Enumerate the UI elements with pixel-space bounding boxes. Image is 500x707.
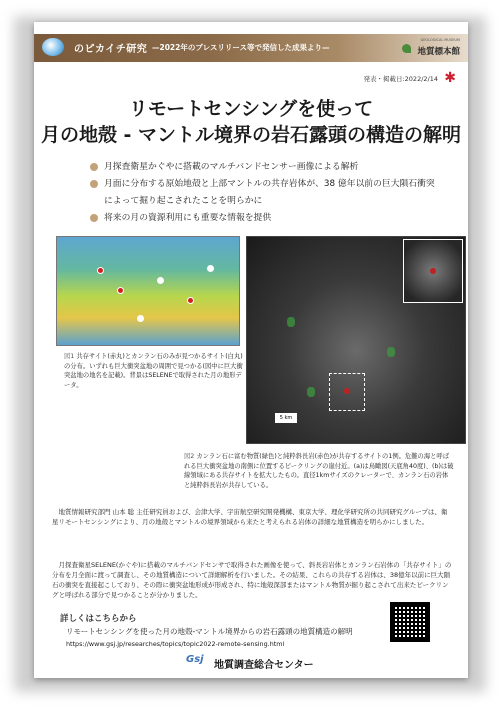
- highlight-text: 月探査衛星かぐやに搭載のマルチバンドセンサー画像による解析: [104, 162, 359, 172]
- figure2-highlight-box: [329, 373, 365, 411]
- highlight-text: 月面に分布する原始地殻と上部マントルの共存岩体が、38 億年以前の巨大隕石衝突: [104, 179, 435, 189]
- highlight-item-continued: [90, 194, 440, 209]
- anorthosite-spot: [430, 268, 436, 274]
- page-title-line1: リモートセンシングを使って: [128, 98, 374, 120]
- site-marker: [157, 277, 164, 284]
- figure2-caption: [184, 452, 454, 490]
- page-title-line2: 月の地殻 - マントル境界の岩石露頭の構造の解明: [40, 124, 462, 146]
- figure2-label: 図2: [184, 453, 195, 460]
- highlight-text: によって掘り起こされたことを明らかに: [104, 196, 263, 206]
- figure2-birdseye-image: [246, 236, 466, 444]
- series-title: のピカイチ研究: [74, 44, 148, 55]
- highlight-text: 将来の月の資源利用にも重要な情報を提供: [104, 213, 272, 223]
- figure1-caption-text: 共存サイト(赤丸)とカンラン石のみが見つかるサイト(白丸)の分布。いずれも巨大衝突盆地の周囲で見つかる(図中に巨大衝突盆地の地名を記載)。背景はSELENEで取得された月の地形データ。: [64, 353, 243, 389]
- highlights-list: [90, 160, 440, 228]
- figure2-inset: [403, 239, 463, 303]
- highlight-item: [90, 177, 440, 192]
- moon-logo-icon: [42, 38, 64, 56]
- anorthosite-spot: [344, 388, 350, 394]
- museum-logo-jp: 地質標本館: [417, 47, 460, 57]
- bullet-icon: [90, 163, 98, 171]
- body-paragraph-2: 月探査衛星SELENE(かぐや)に搭載のマルチバンドセンサで取得された画像を使って、斜長岩岩体とカンラン石岩体の「共存サイト」の分布を月全面に渡って調査し、その地質構造について詳細解析を行いました。その結果、これらの共存する岩体は、38億年以前に巨大隕石の衝突を直接起こしており、その際に衝突盆地形成が形成され、特に地殻深部またはマントル物質が掘り起こされて出来たピークリングと呼ばれる部分で見つかることが分かりました。: [52, 561, 452, 599]
- more-info-heading: 詳しくはこちらから: [60, 614, 137, 624]
- header-bar: [34, 34, 468, 62]
- qr-code-icon[interactable]: [390, 602, 430, 642]
- museum-logo: [402, 38, 460, 60]
- figure1-label: 図1: [64, 353, 75, 360]
- site-marker: [137, 315, 144, 322]
- olivine-patch: [387, 347, 395, 357]
- figure1-caption: [64, 352, 244, 390]
- scale-bar: 5 km: [275, 413, 297, 423]
- leaf-icon: [402, 44, 411, 53]
- olivine-patch: [307, 387, 315, 397]
- publish-date: 発表・掲載日:2022/2/14: [363, 75, 438, 83]
- more-info-url[interactable]: https://www.gsj.jp/researches/topics/topic2022-remote-sensing.html: [66, 640, 285, 648]
- gsj-logo: Gsj: [186, 654, 204, 665]
- figure2-caption-text: カンラン石に富む物質(緑色)と純粋斜長岩(赤色)が共存するサイトの1例。危難の海と呼ばれる巨大衝突盆地の南側に位置するピークリングの崖付近。(a)は鳥瞰図(天底角40度)、(b)は破線領域にある共存サイトを拡大したもの。直径1kmサイズのクレーターで、カンラン石の岩体と純粋斜長岩が共存している。: [184, 453, 454, 489]
- site-marker: [117, 287, 124, 294]
- museum-logo-en: GEOLOGICAL MUSEUM: [420, 38, 460, 42]
- footer-org-name: 地質調査総合センター: [214, 660, 314, 671]
- site-marker: [97, 267, 104, 274]
- site-marker: [187, 297, 194, 304]
- body-paragraph-1: 地質情報研究部門 山本 聡 主任研究員および、会津大学、宇宙航空研究開発機構、東京大学、理化学研究所の共同研究グループは、衛星リモートセンシングにより、月の地殻とマントルの境界領域から来たと考えられる岩体の詳細な地質構造を明らかにしました。: [52, 508, 448, 526]
- figure1-moon-map: [56, 236, 240, 346]
- more-info-link[interactable]: リモートセンシングを使った月の地殻-マントル境界からの岩石露頭の地質構造の解明: [66, 627, 353, 636]
- olivine-patch: [287, 317, 295, 327]
- bullet-icon: [90, 180, 98, 188]
- poster-page: [34, 22, 468, 678]
- series-subtitle: —2022年のプレスリリース等で発信した成果より—: [152, 43, 330, 52]
- highlight-item: [90, 211, 440, 226]
- site-marker: [207, 265, 214, 272]
- star-icon: ✱: [444, 70, 456, 86]
- highlight-item: [90, 160, 440, 175]
- bullet-icon: [90, 214, 98, 222]
